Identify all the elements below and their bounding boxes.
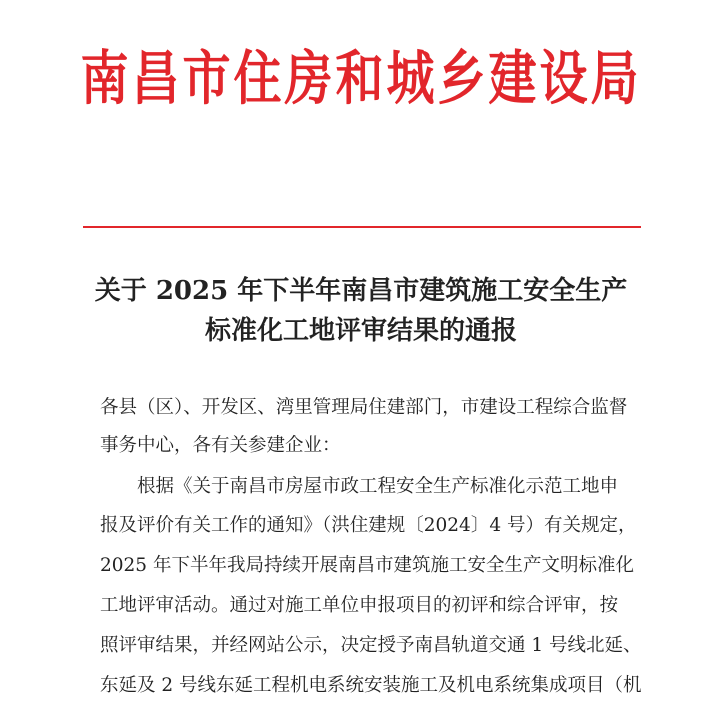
- header-divider-rule: [83, 226, 641, 228]
- agency-header-title: 南昌市住房和城乡建设局: [80, 44, 642, 114]
- body-paragraph-line: 根据《关于南昌市房屋市政工程安全生产标准化示范工地申: [100, 476, 619, 497]
- document-title-line-1: 关于 2025 年下半年南昌市建筑施工安全生产: [94, 276, 628, 306]
- body-paragraph-line: 工地评审活动。通过对施工单位申报项目的初评和综合评审，按: [100, 595, 619, 616]
- body-paragraph-line: 报及评价有关工作的通知》（洪住建规〔2024〕4 号）有关规定，: [100, 515, 637, 536]
- salutation-line-2: 事务中心，各有关参建企业：: [100, 435, 341, 456]
- body-paragraph-line: 2025 年下半年我局持续开展南昌市建筑施工安全生产文明标准化: [100, 555, 634, 576]
- body-paragraph-line: 照评审结果，并经网站公示，决定授予南昌轨道交通 1 号线北延、: [100, 635, 642, 656]
- salutation-line-1: 各县（区）、开发区、湾里管理局住建部门，市建设工程综合监督: [100, 397, 628, 418]
- body-paragraph-line: 东延及 2 号线东延工程机电系统安装施工及机电系统集成项目（机: [100, 675, 642, 696]
- document-title-line-2: 标准化工地评审结果的通报: [204, 316, 517, 346]
